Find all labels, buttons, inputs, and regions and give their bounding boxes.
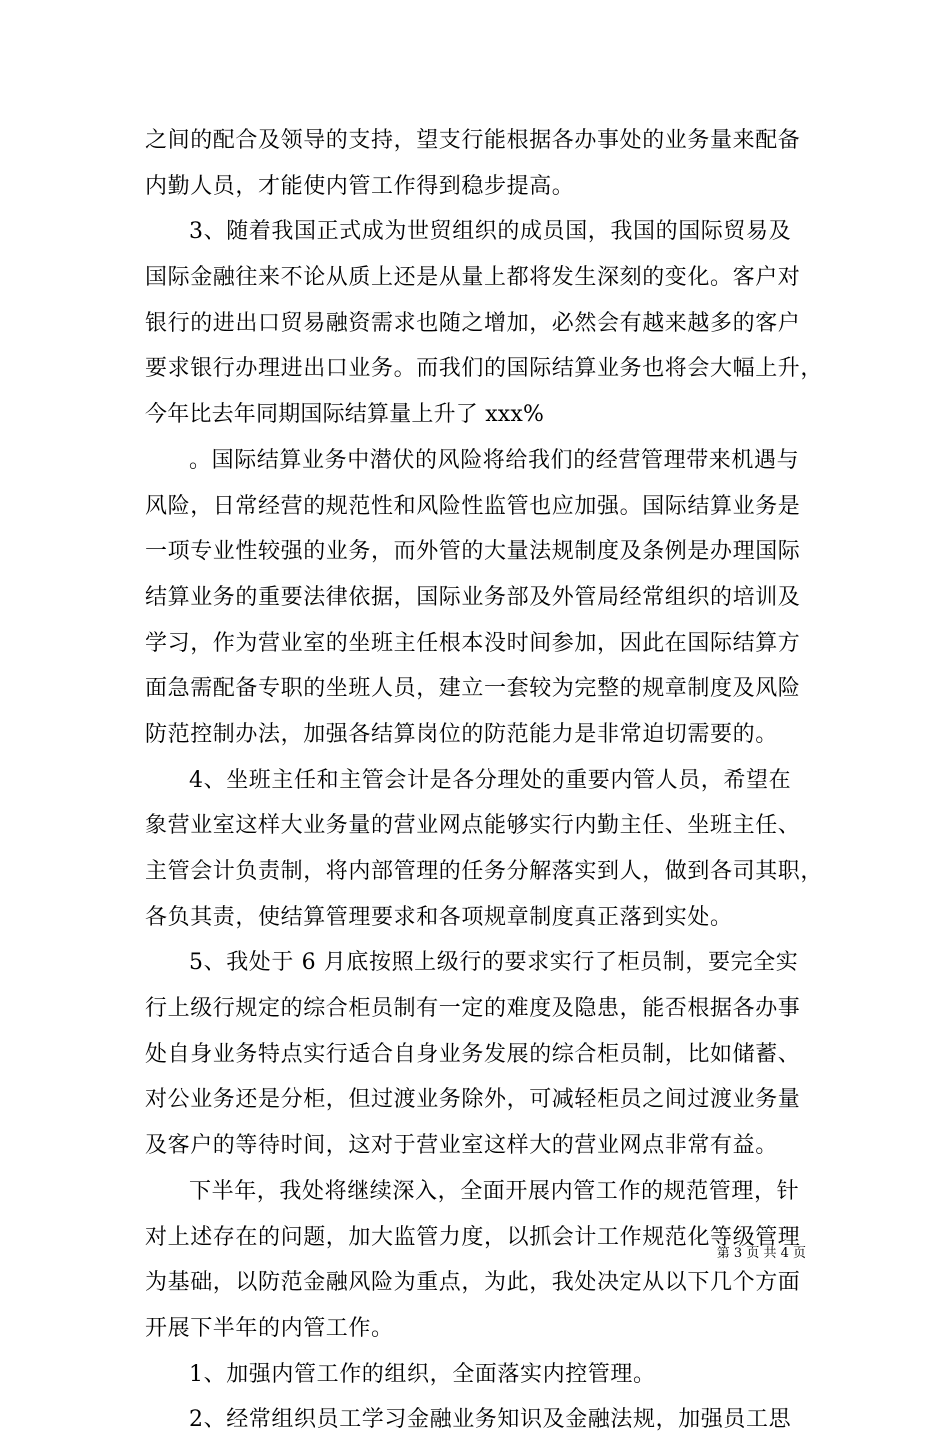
text-line: 学习，作为营业室的坐班主任根本没时间参加，因此在国际结算方 [145, 630, 801, 656]
text-line: 主管会计负责制，将内部管理的任务分解落实到人，做到各司其职， [145, 859, 824, 884]
text-line: 风险，日常经营的规范性和风险性监管也应加强。国际结算业务是 [145, 493, 801, 519]
text-line: 各负其责，使结算管理要求和各项规章制度真正落到实处。 [145, 904, 733, 930]
text-line: 面急需配备专职的坐班人员，建立一套较为完整的规章制度及风险 [145, 676, 801, 702]
text-line: 国际金融往来不论从质上还是从量上都将发生深刻的变化。客户对 [145, 265, 801, 291]
text-line: 今年比去年同期国际结算量上升了 xxx% [145, 402, 545, 428]
text-line: 1、加强内管工作的组织，全面落实内控管理。 [189, 1361, 656, 1387]
text-line: 下半年，我处将继续深入，全面开展内管工作的规范管理，针 [189, 1178, 800, 1204]
text-line: 3、随着我国正式成为世贸组织的成员国，我国的国际贸易及 [189, 219, 792, 245]
page-number-footer: 第 3 页 共 4 页 [716, 1246, 806, 1261]
text-line: 对公业务还是分柜，但过渡业务除外，可减轻柜员之间过渡业务量 [145, 1087, 801, 1113]
text-line: 象营业室这样大业务量的营业网点能够实行内勤主任、坐班主任、 [145, 813, 801, 839]
text-line: 。国际结算业务中潜伏的风险将给我们的经营管理带来机遇与 [189, 447, 800, 473]
body-text [145, 118, 824, 1443]
text-line: 之间的配合及领导的支持，望支行能根据各办事处的业务量来配备 [145, 128, 801, 153]
text-line: 4、坐班主任和主管会计是各分理处的重要内管人员，希望在 [189, 767, 792, 793]
text-line: 2、经常组织员工学习金融业务知识及金融法规，加强员工思 [189, 1407, 792, 1433]
text-line: 银行的进出口贸易融资需求也随之增加，必然会有越来越多的客户 [145, 310, 801, 336]
text-line: 对上述存在的问题，加大监管力度，以抓会计工作规范化等级管理 [145, 1224, 801, 1250]
text-line: 5、我处于 6 月底按照上级行的要求实行了柜员制，要完全实 [189, 950, 799, 976]
text-line: 处自身业务特点实行适合自身业务发展的综合柜员制，比如储蓄、 [145, 1041, 801, 1067]
text-line: 及客户的等待时间，这对于营业室这样大的营业网点非常有益。 [145, 1133, 778, 1159]
text-line: 结算业务的重要法律依据，国际业务部及外管局经常组织的培训及 [145, 584, 801, 610]
text-line: 一项专业性较强的业务，而外管的大量法规制度及条例是办理国际 [145, 539, 801, 565]
text-line: 行上级行规定的综合柜员制有一定的难度及隐患，能否根据各办事 [145, 996, 801, 1022]
text-line: 开展下半年的内管工作。 [145, 1315, 394, 1341]
text-line: 防范控制办法，加强各结算岗位的防范能力是非常迫切需要的。 [145, 721, 778, 747]
text-line: 内勤人员，才能使内管工作得到稳步提高。 [145, 173, 575, 199]
text-line: 要求银行办理进出口业务。而我们的国际结算业务也将会大幅上升， [145, 356, 824, 382]
text-line: 为基础，以防范金融风险为重点，为此，我处决定从以下几个方面 [145, 1270, 801, 1296]
